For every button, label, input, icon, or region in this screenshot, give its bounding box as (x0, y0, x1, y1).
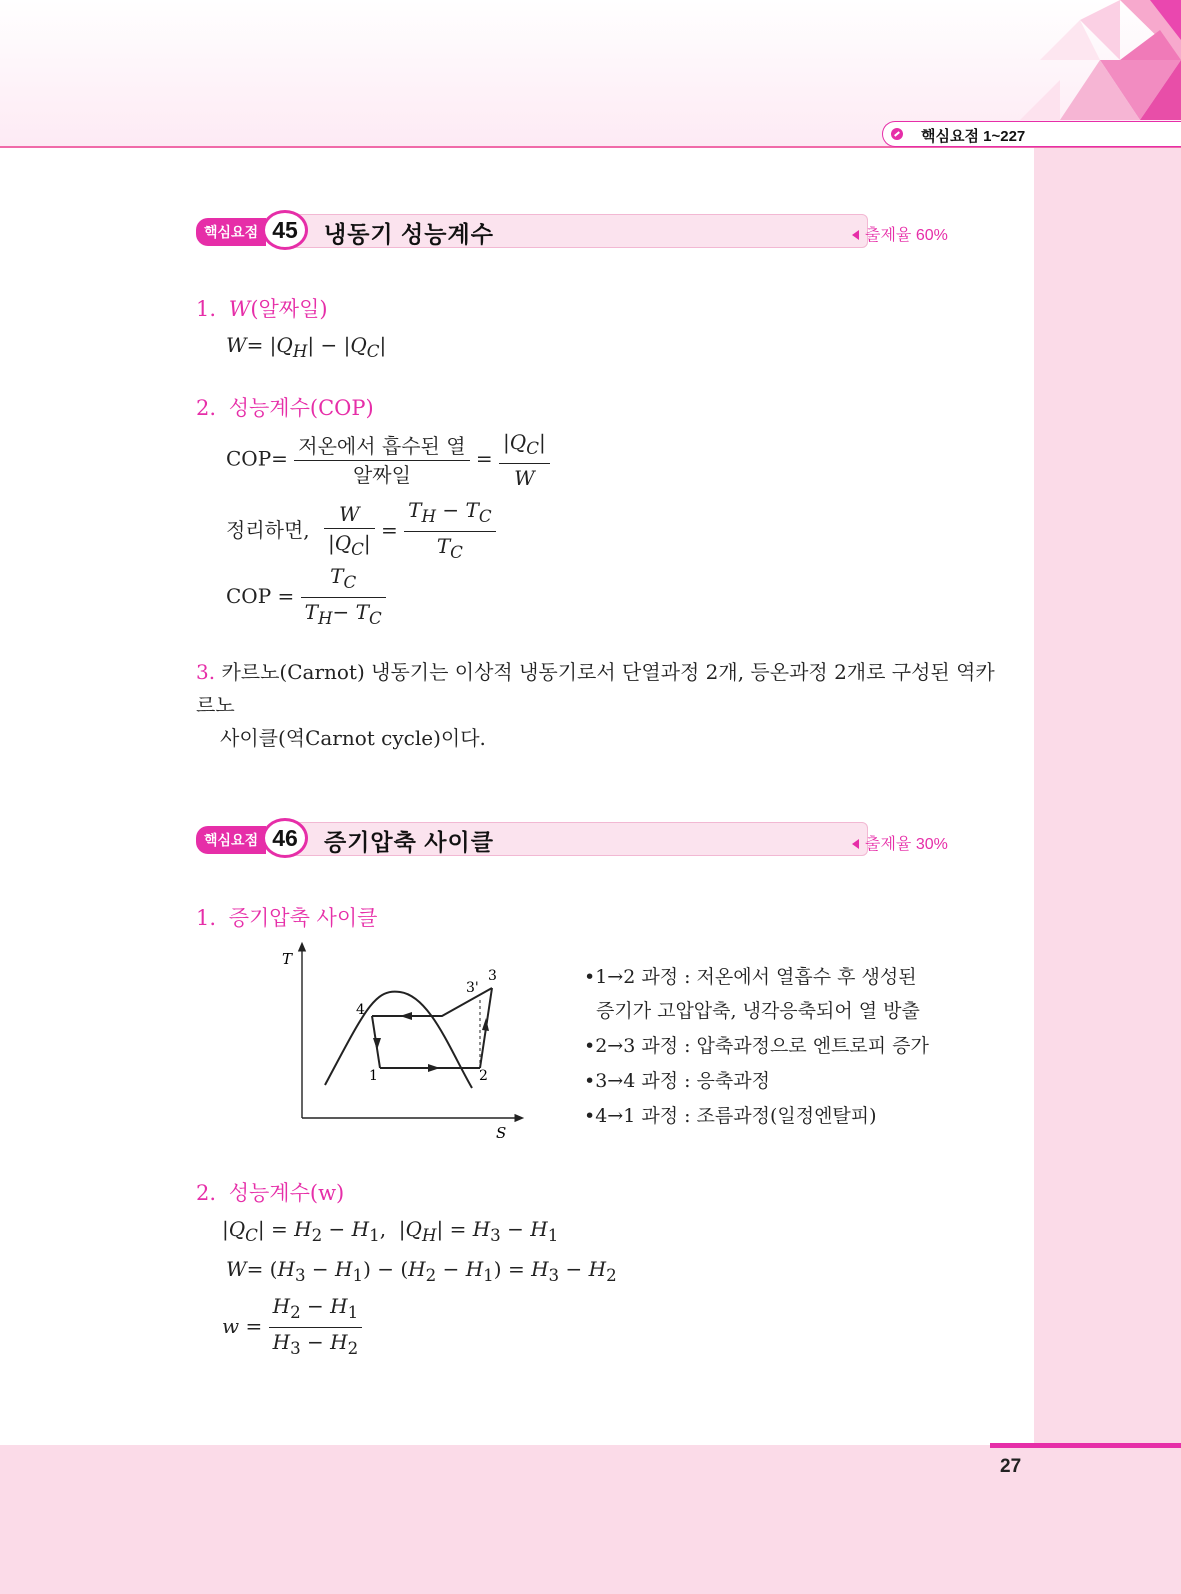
header-triangle-decoration (960, 0, 1181, 120)
ts-diagram (280, 940, 540, 1155)
rate-text: 출제율 60% (865, 227, 948, 244)
section-label: 핵심요점 (196, 826, 266, 854)
process-bullet: •2→3 과정 : 압축과정으로 엔트로피 증가 (584, 1035, 929, 1057)
right-margin-strip (1034, 148, 1181, 1448)
point-label: 1 (369, 1068, 378, 1084)
fraction: $\frac{|Q_C|}{W}$ (499, 428, 550, 492)
cop-carnot: COP = $\frac{T_C}{T_H- T_C}$ (226, 562, 386, 633)
triangle-icon (852, 230, 859, 240)
process-bullet: •1→2 과정 : 저온에서 열흡수 후 생성된 (584, 966, 917, 988)
cop-definition: COP= $\frac{\text{저온에서 흡수된 열}}{\text{알짜일}}$ = $\frac{|Q_C|}{W}$ (226, 428, 550, 492)
axis-label-s: S (496, 1124, 507, 1142)
item-title: 증기압축 사이클 (228, 906, 378, 930)
section-title: 증기압축 사이클 (324, 829, 494, 855)
page-number: 27 (1000, 1456, 1022, 1477)
item-title: 성능계수(w) (228, 1181, 345, 1205)
arrange-label: 정리하면, (226, 518, 310, 542)
section-label: 핵심요점 (196, 218, 266, 246)
point-label: 4 (356, 1002, 365, 1018)
header-tag (882, 121, 1181, 147)
numerator: 저온에서 흡수된 열 (294, 432, 469, 461)
work-equation: $W= |Q_H| - |Q_C|$ (226, 333, 387, 361)
item-number: 3. (196, 660, 216, 684)
page-number-bar (990, 1443, 1181, 1448)
process-bullet: •3→4 과정 : 응축과정 (584, 1070, 770, 1092)
process-bullet: 증기가 고압압축, 냉각응축되어 열 방출 (596, 1000, 920, 1022)
item-heading (196, 392, 374, 422)
item-number: 2. (196, 1181, 217, 1205)
section-title: 냉동기 성능계수 (324, 221, 494, 247)
work-equation-2: $W= (H_3 - H_1) - (H_2 - H_1) = H_3 - H_2$ (226, 1257, 617, 1285)
item-heading (196, 902, 377, 932)
item-heading (196, 1177, 344, 1207)
section-46-heading (196, 818, 876, 858)
denominator: 알짜일 (352, 462, 411, 487)
paragraph-line: 카르노(Carnot) 냉동기는 이상적 냉동기로서 단열과정 2개, 등온과정 2개로 구성된 역카르노 (196, 660, 995, 717)
fraction (294, 432, 469, 489)
triangle-icon (852, 839, 859, 849)
item-title: 성능계수(COP) (228, 396, 374, 420)
heat-equations: $|Q_C| = H_2 - H_1$, $|Q_H| = H_3 - H_1$ (222, 1217, 559, 1245)
section-45-rate (852, 222, 948, 245)
item-heading: 1. W(알짜일) (196, 297, 328, 321)
cop-label: COP= (226, 446, 288, 471)
section-45-heading (196, 210, 876, 250)
item-number: 2. (196, 396, 217, 420)
rate-text: 출제율 30% (865, 836, 948, 853)
point-label: 3 (488, 968, 497, 984)
cop-arranged: 정리하면, $\frac{W}{|Q_C|}$ = $\frac{T_H - T_C}{T_C}$ (226, 496, 496, 567)
section-number: 45 (262, 210, 308, 250)
section-number: 46 (262, 818, 308, 858)
paragraph-line: 사이클(역Carnot cycle)이다. (220, 726, 486, 750)
cop-w-equation: w = $\frac{H_2 - H_1}{H_3 - H_2}$ (222, 1292, 362, 1363)
section-46-rate (852, 831, 948, 854)
axis-label-t: T (282, 950, 293, 968)
point-label: 2 (479, 1068, 488, 1084)
item-3-paragraph (196, 656, 996, 755)
process-bullet: •4→1 과정 : 조름과정(일정엔탈피) (584, 1105, 877, 1127)
item-number: 1. (196, 906, 217, 930)
item-number: 1. (196, 297, 217, 321)
saturation-dome (325, 992, 472, 1088)
header-tag-text: 핵심요점 1~227 (921, 128, 1026, 145)
point-label: 3' (466, 980, 479, 996)
pencil-icon (891, 128, 903, 140)
